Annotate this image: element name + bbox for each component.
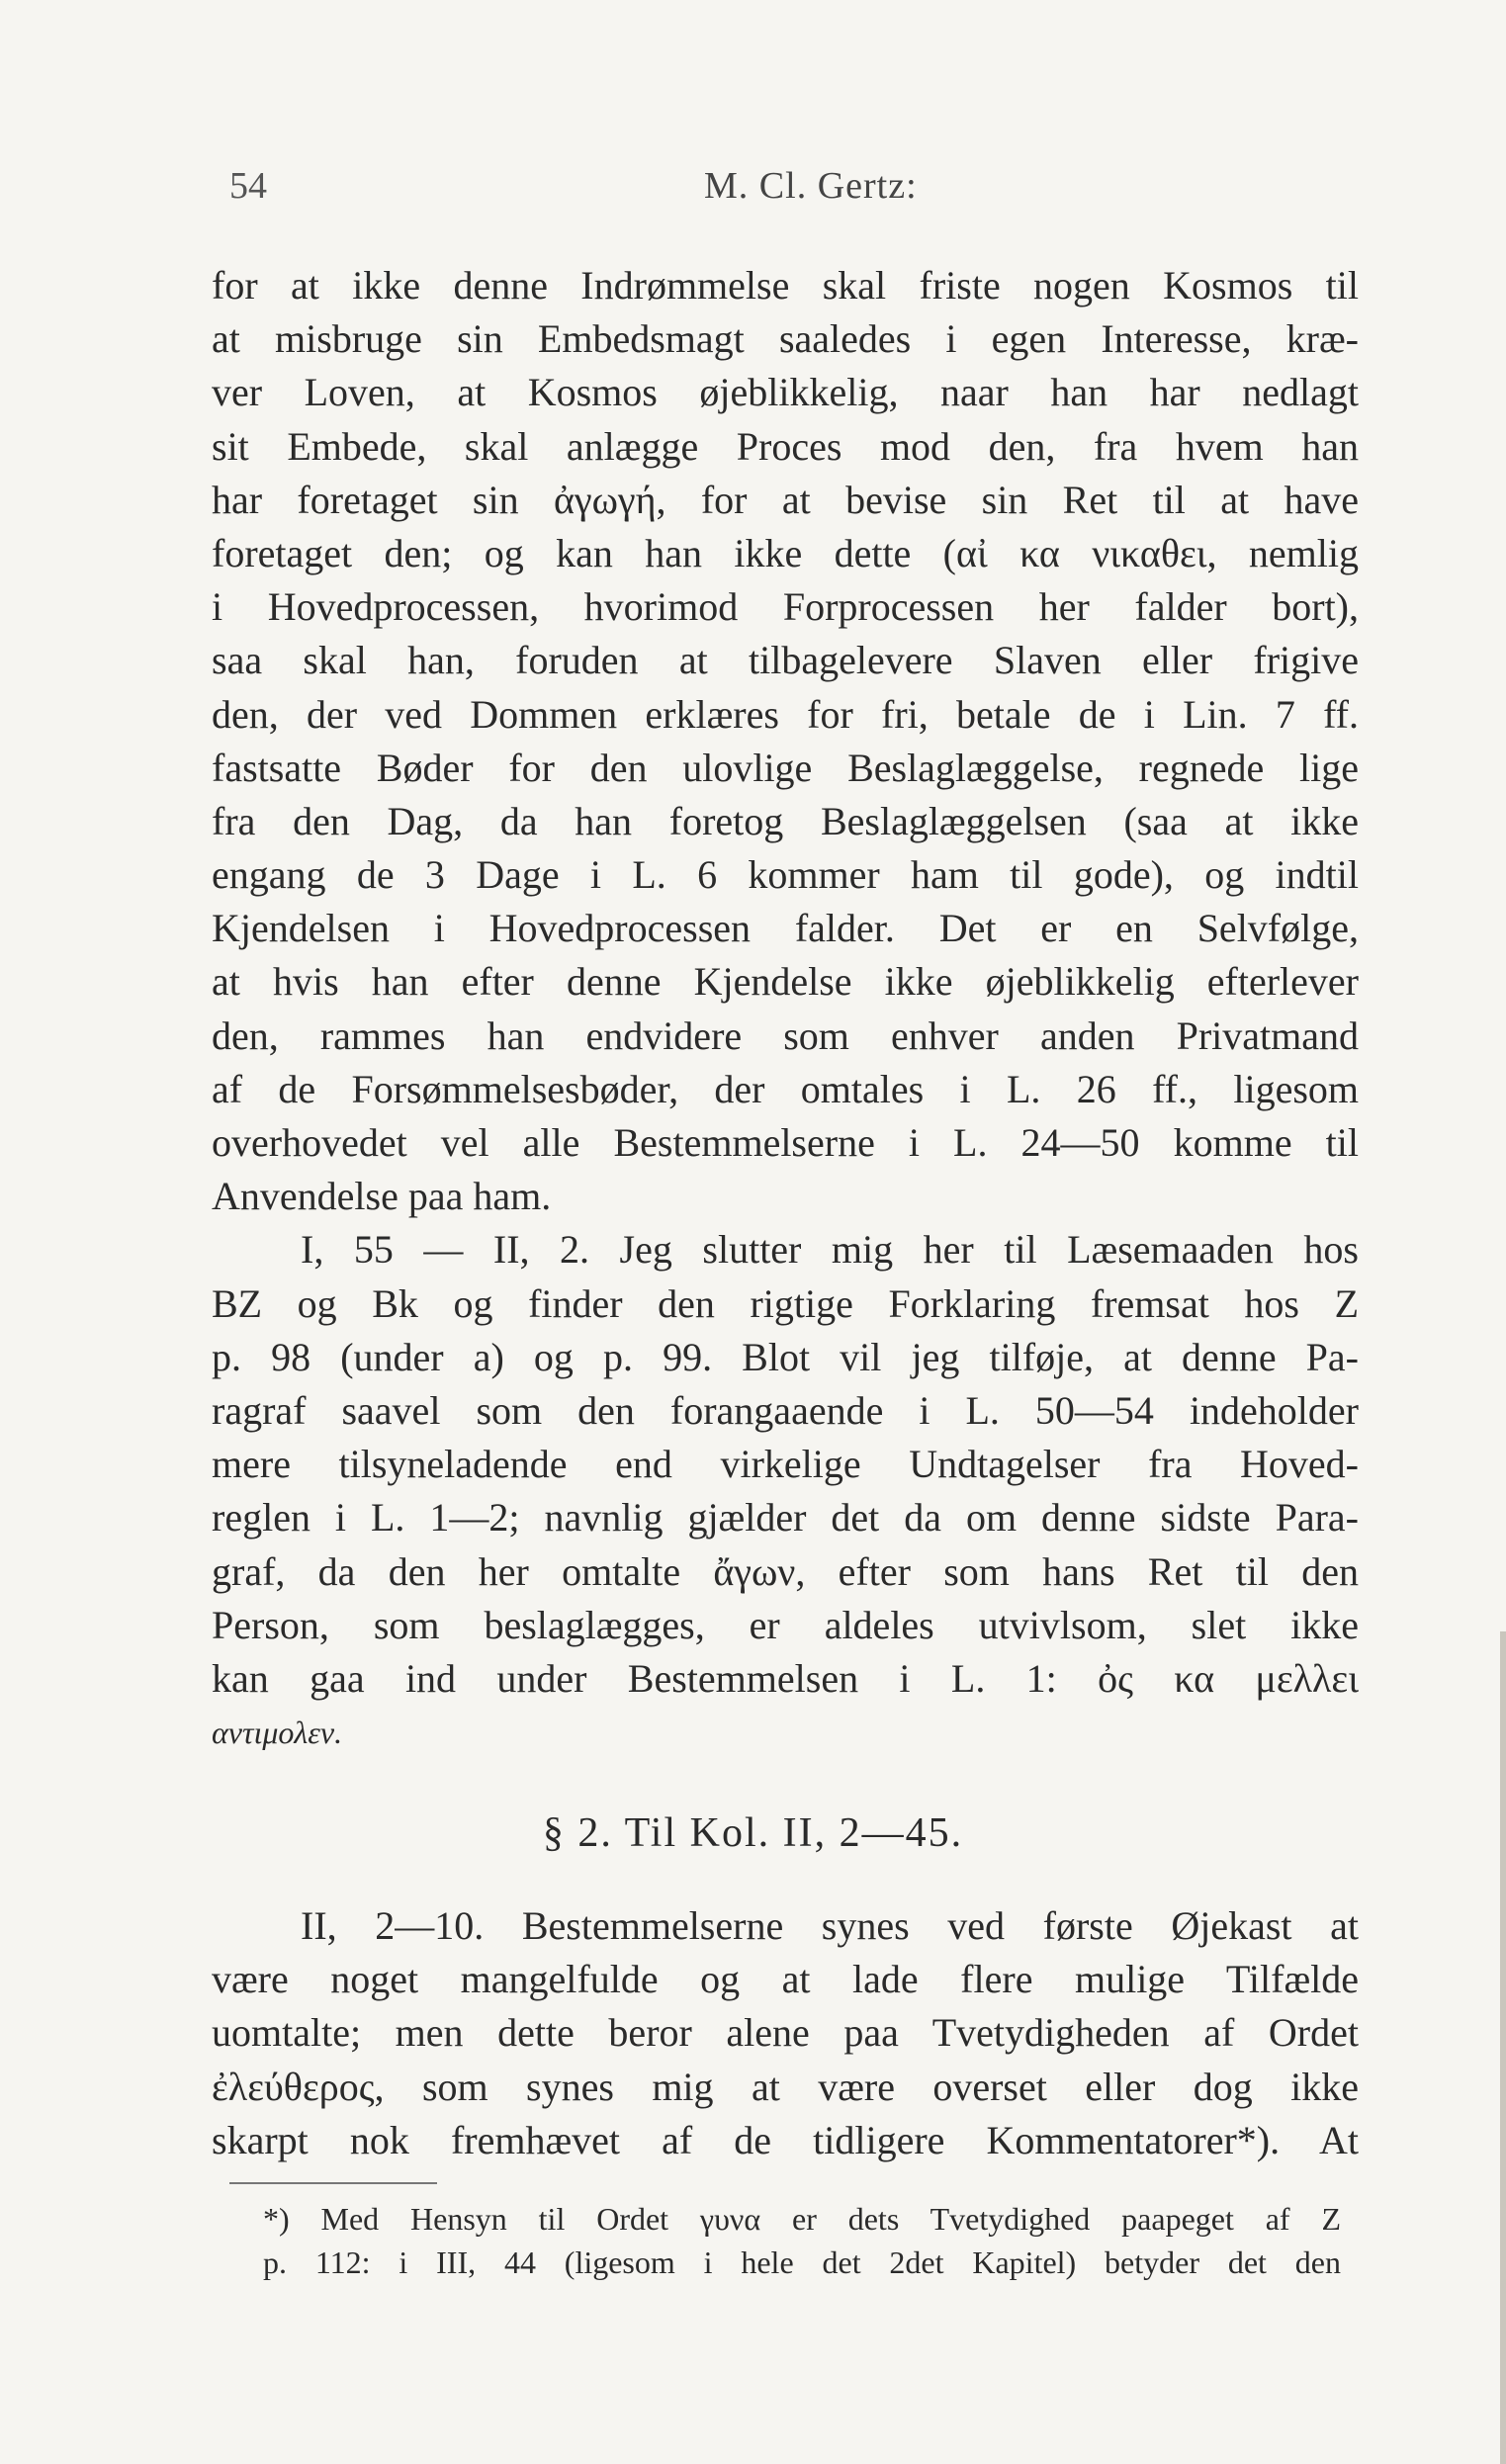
section-heading: § 2. Til Kol. II, 2—45.: [542, 1810, 964, 1856]
text-line: ragraf saavel som den forangaaende i L. 50—54 indeholder: [212, 1387, 1359, 1433]
text-line: ἐλεύθερος, som synes mig at være overset eller dog ikke: [212, 2064, 1359, 2109]
page-number: 54: [229, 165, 267, 207]
body-text: [212, 259, 1359, 1759]
footnotes: [263, 2197, 1341, 2284]
text-line: reglen i L. 1—2; navnlig gjælder det da om denne sidste Para-: [212, 1495, 1359, 1540]
text-line: mere tilsyneladende end virkelige Undtagelser fra Hoved-: [212, 1442, 1359, 1487]
text-line: kan gaa ind under Bestemmelsen i L. 1: ὀς κα μελλει: [212, 1655, 1359, 1701]
text-line: i Hovedprocessen, hvorimod Forprocessen her falder bort),: [212, 584, 1359, 630]
running-head: M. Cl. Gertz:: [704, 165, 918, 207]
text-line: være noget mangelfulde og at lade flere mulige Tilfælde: [212, 1957, 1359, 2002]
footnote-line: p. 112: i III, 44 (ligesom i hele det 2det Kapitel) betyder det den: [263, 2244, 1341, 2280]
text-line: foretaget den; og kan han ikke dette (αἰ κα νικαθει, nemlig: [212, 530, 1359, 575]
text-line: graf, da den her omtalte ἄγων, efter som hans Ret til den: [212, 1548, 1359, 1594]
text-line: skarpt nok fremhævet af de tidligere Kommentatorer*). At: [212, 2117, 1359, 2162]
text-line: ver Loven, at Kosmos øjeblikkelig, naar han har nedlagt: [212, 370, 1359, 415]
text-line: fastsatte Bøder for den ulovlige Beslaglæggelse, regnede lige: [212, 745, 1359, 790]
text-line: Anvendelse paa ham.: [212, 1174, 552, 1219]
text-line: saa skal han, foruden at tilbagelevere Slaven eller frigive: [212, 638, 1359, 683]
text-line: engang de 3 Dage i L. 6 kommer ham til gode), og indtil: [212, 852, 1359, 898]
text-line: at hvis han efter denne Kjendelse ikke øjeblikkelig efterlever: [212, 959, 1359, 1005]
section-body-text: [212, 1899, 1359, 2167]
page-header: [229, 164, 1347, 214]
text-line: fra den Dag, da han foretog Beslaglæggelsen (saa at ikke: [212, 798, 1359, 843]
text-line: at misbruge sin Embedsmagt saaledes i egen Interesse, kræ-: [212, 316, 1359, 362]
text-line: I, 55 — II, 2. Jeg slutter mig her til Læsemaaden hos: [301, 1227, 1359, 1273]
text-line: den, rammes han endvidere som enhver anden Privatmand: [212, 1012, 1359, 1058]
text-line: BZ og Bk og finder den rigtige Forklaring fremsat hos Z: [212, 1280, 1359, 1326]
text-line: overhovedet vel alle Bestemmelserne i L. 24—50 komme til: [212, 1120, 1359, 1165]
text-line: har foretaget sin ἀγωγή, for at bevise sin Ret til at have: [212, 477, 1359, 522]
text-line: den, der ved Dommen erklæres for fri, betale de i Lin. 7 ff.: [212, 691, 1359, 737]
footnote-line: *) Med Hensyn til Ordet γυνα er dets Tvetydighed paapeget af Z: [263, 2201, 1341, 2237]
text-line: for at ikke denne Indrømmelse skal friste nogen Kosmos til: [212, 263, 1359, 308]
page-edge-shadow: [1500, 1631, 1506, 2464]
text-line: Kjendelsen i Hovedprocessen falder. Det er en Selvfølge,: [212, 906, 1359, 951]
footnote-divider: [229, 2182, 437, 2184]
text-line: af de Forsømmelsesbøder, der omtales i L. 26 ff., ligesom: [212, 1066, 1359, 1111]
text-line: p. 98 (under a) og p. 99. Blot vil jeg tilføje, at denne Pa-: [212, 1334, 1359, 1379]
text-line: uomtalte; men dette beror alene paa Tvetydigheden af Ordet: [212, 2010, 1359, 2056]
text-line: sit Embede, skal anlægge Proces mod den, fra hvem han: [212, 423, 1359, 469]
text-line: II, 2—10. Bestemmelserne synes ved første Øjekast at: [301, 1903, 1359, 1948]
greek-text-line: αντιμολεν.: [212, 1715, 343, 1751]
text-line: Person, som beslaglægges, er aldeles utvivlsom, slet ikke: [212, 1602, 1359, 1647]
